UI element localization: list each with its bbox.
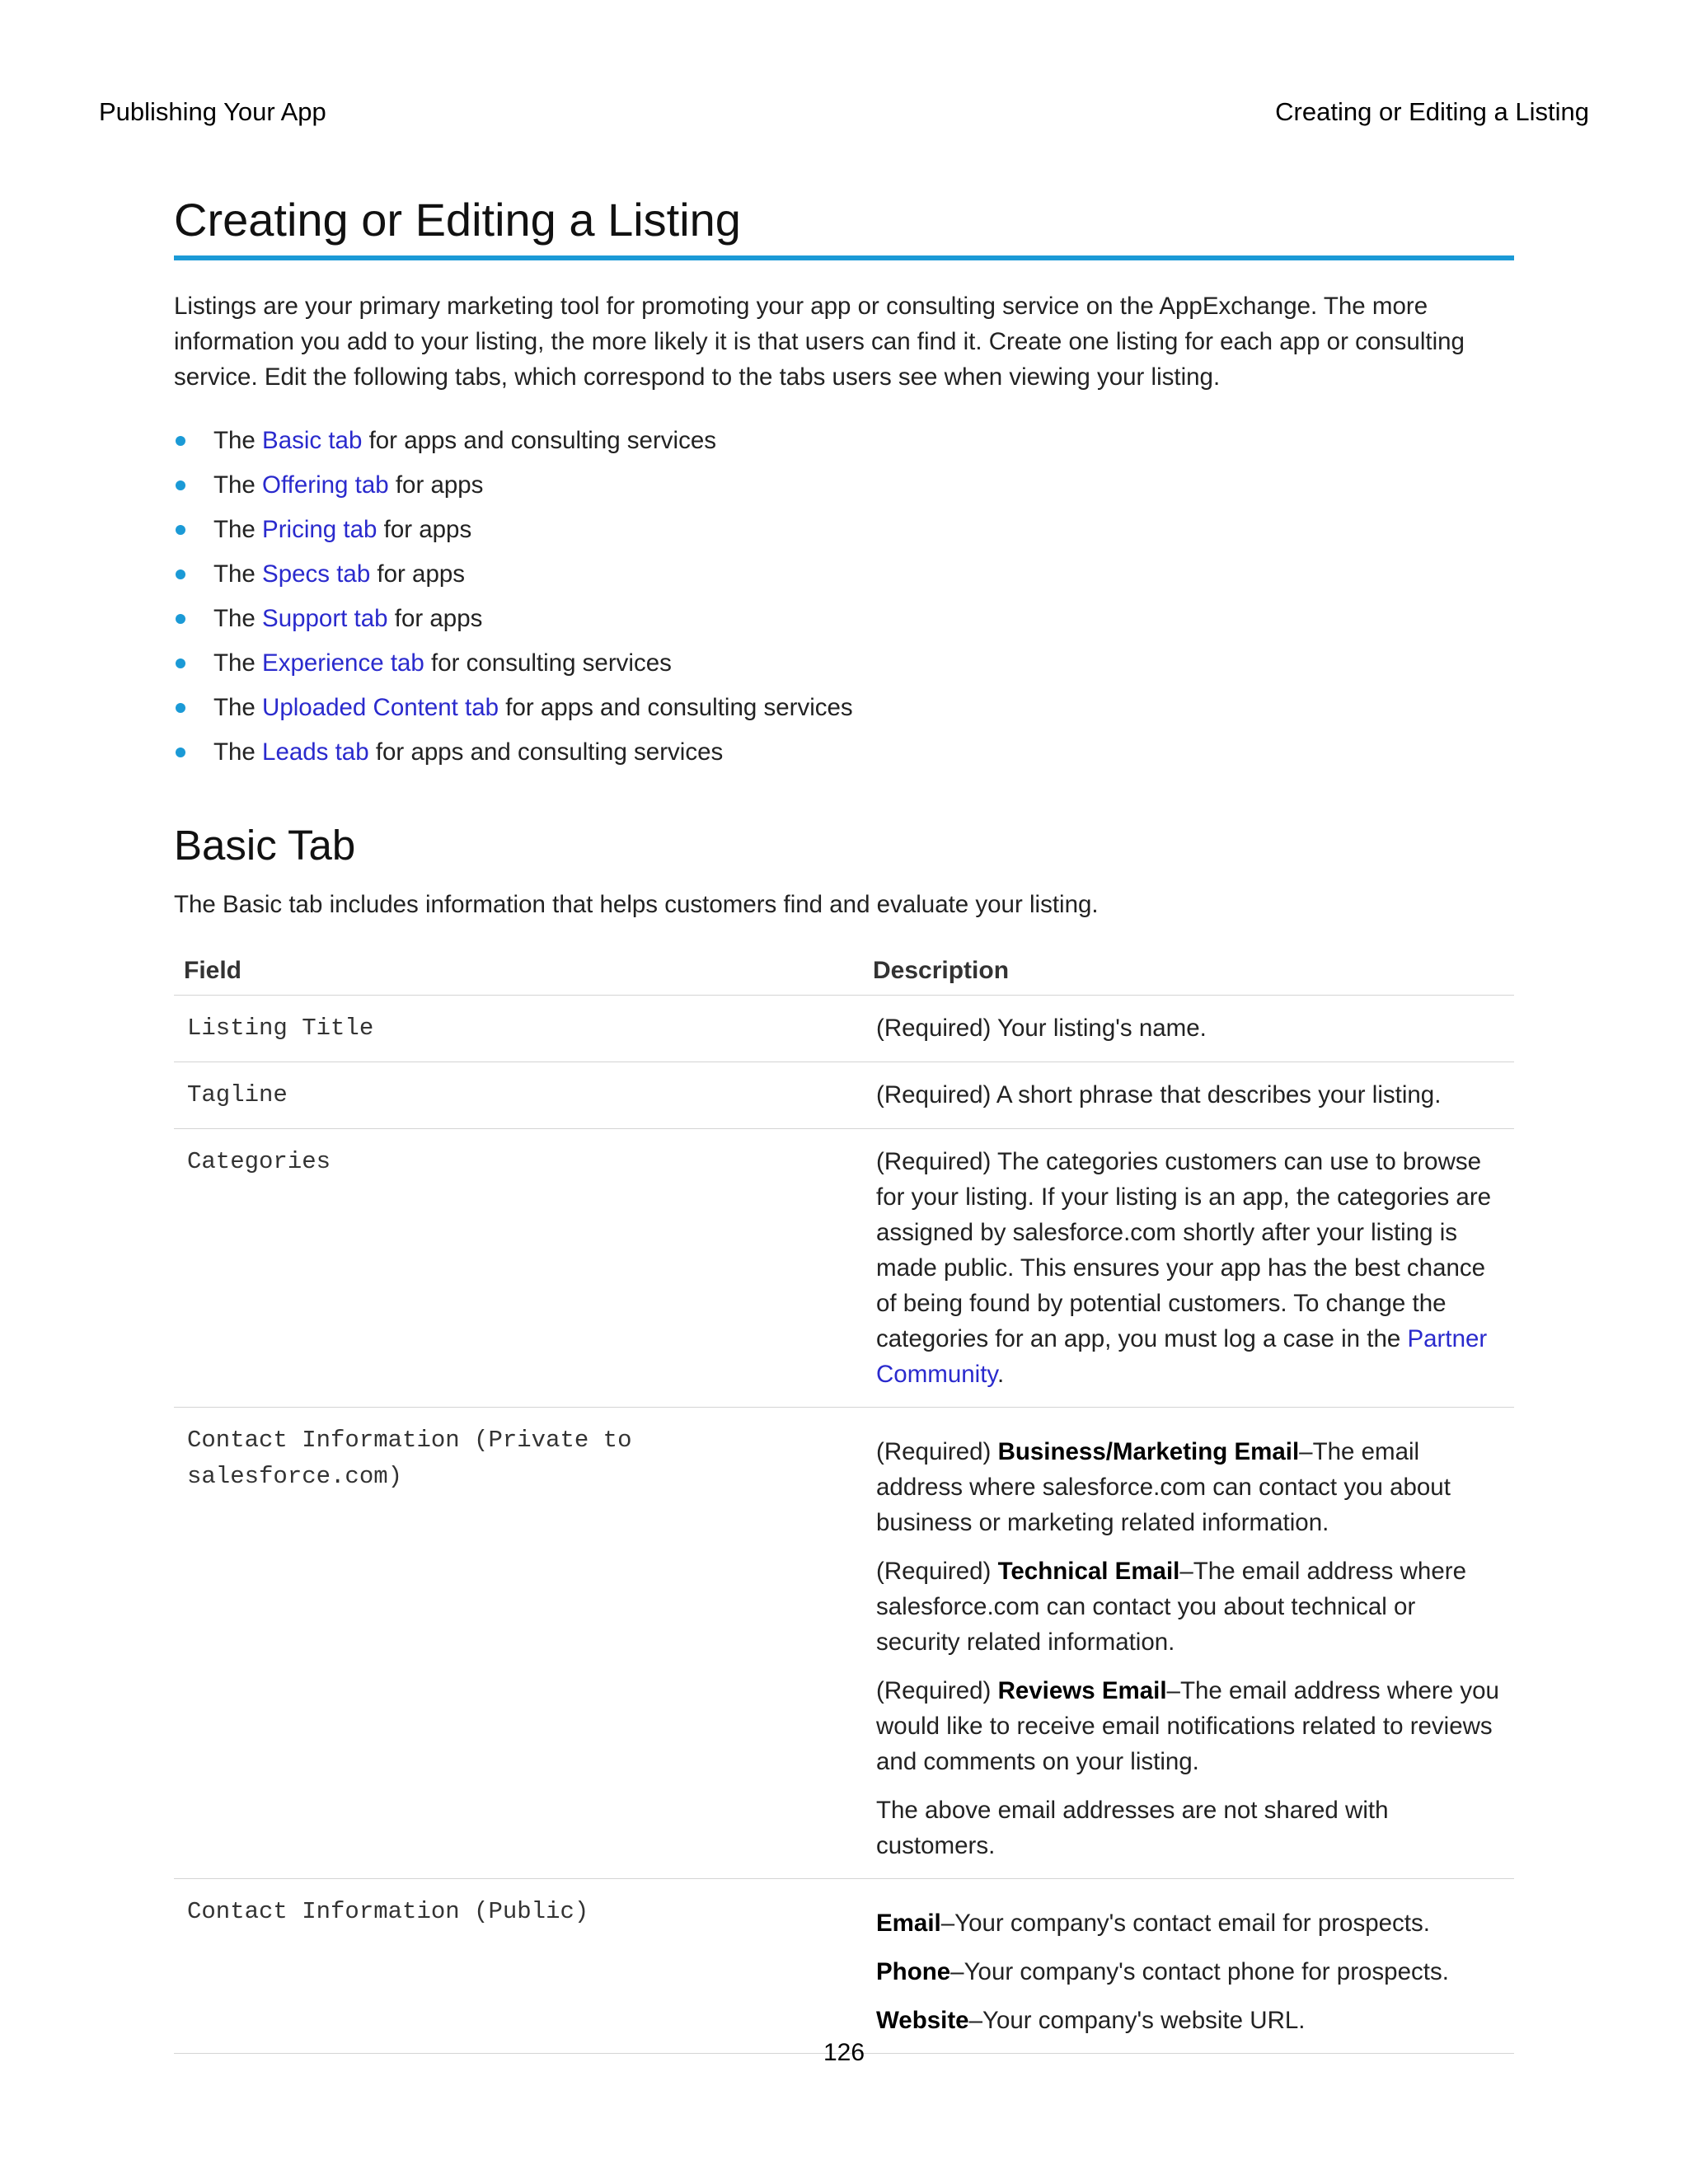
bullet-icon xyxy=(176,480,185,490)
list-item: The Leads tab for apps and consulting services xyxy=(174,730,1514,775)
description-item: Website–Your company's website URL. xyxy=(876,2007,1306,2035)
fields-table xyxy=(174,950,1514,2054)
description-item: Phone–Your company's contact phone for prospects. xyxy=(876,1958,1449,1986)
link-partner-community[interactable]: Partner Community xyxy=(876,1325,1488,1389)
field-name: Categories xyxy=(174,1129,863,1408)
field-description: (Required) The categories customers can use to browse for your listing. If your listing is an app, the categories are assigned by salesforce.com shortly after your listing is made public. This ensures your app has the best chance of being found by potential customers. To change the categories for an app, you must log a case in the Partner Community. xyxy=(863,1129,1514,1408)
description-note: The above email addresses are not shared with customers. xyxy=(876,1797,1389,1860)
page-number: 126 xyxy=(823,2039,865,2066)
list-item: The Specs tab for apps xyxy=(174,552,1514,597)
section-title-basic-tab: Basic Tab xyxy=(174,822,356,869)
table-row xyxy=(174,1062,1514,1129)
link-basic-tab[interactable]: Basic tab xyxy=(262,427,363,455)
header-section-title: Creating or Editing a Listing xyxy=(1275,97,1589,126)
list-item: The Uploaded Content tab for apps and consulting services xyxy=(174,686,1514,730)
table-row xyxy=(174,1408,1514,1879)
field-name: Contact Information (Private to salesforce.com) xyxy=(174,1408,863,1879)
field-description xyxy=(863,1879,1514,2054)
list-item: The Basic tab for apps and consulting services xyxy=(174,419,1514,463)
running-header xyxy=(99,97,1589,130)
link-uploaded-content-tab[interactable]: Uploaded Content tab xyxy=(262,694,499,722)
bullet-icon xyxy=(176,703,185,713)
bullet-icon xyxy=(176,436,185,446)
tab-list xyxy=(174,419,1514,775)
field-name: Tagline xyxy=(174,1062,863,1129)
intro-paragraph: Listings are your primary marketing tool for promoting your app or consulting service on the AppExchange. The more information you add to your listing, the more likely it is that users can find it. Create one listing for each app or consulting service. Edit the following tabs, which correspond to the tabs users see when viewing your listing. xyxy=(174,292,1465,391)
link-offering-tab[interactable]: Offering tab xyxy=(262,471,389,499)
list-item: The Support tab for apps xyxy=(174,597,1514,641)
description-item: (Required) Business/Marketing Email–The email address where salesforce.com can contact you about business or marketing related information. xyxy=(876,1438,1451,1537)
bullet-icon xyxy=(176,658,185,668)
header-chapter-title: Publishing Your App xyxy=(99,97,326,126)
list-item: The Pricing tab for apps xyxy=(174,508,1514,552)
table-header-row xyxy=(174,950,1514,996)
table-row xyxy=(174,1129,1514,1408)
column-header-description: Description xyxy=(863,950,1514,996)
field-name: Listing Title xyxy=(174,996,863,1062)
list-item: The Experience tab for consulting services xyxy=(174,641,1514,686)
description-item: Email–Your company's contact email for prospects. xyxy=(876,1910,1430,1938)
field-name: Contact Information (Public) xyxy=(174,1879,863,2054)
page-content xyxy=(174,194,1514,2054)
bullet-icon xyxy=(176,614,185,624)
field-description: (Required) Your listing's name. xyxy=(863,996,1514,1062)
column-header-field: Field xyxy=(174,950,863,996)
link-leads-tab[interactable]: Leads tab xyxy=(262,738,369,766)
field-description: (Required) A short phrase that describes your listing. xyxy=(863,1062,1514,1129)
description-item: (Required) Reviews Email–The email address where you would like to receive email notifications related to reviews and comments on your listing. xyxy=(876,1677,1499,1776)
page-title: Creating or Editing a Listing xyxy=(174,194,1514,260)
link-pricing-tab[interactable]: Pricing tab xyxy=(262,516,377,544)
bullet-icon xyxy=(176,569,185,579)
link-support-tab[interactable]: Support tab xyxy=(262,605,388,633)
bullet-icon xyxy=(176,748,185,757)
table-row xyxy=(174,1879,1514,2054)
bullet-icon xyxy=(176,525,185,535)
table-row xyxy=(174,996,1514,1062)
list-item: The Offering tab for apps xyxy=(174,463,1514,508)
link-specs-tab[interactable]: Specs tab xyxy=(262,560,371,588)
link-experience-tab[interactable]: Experience tab xyxy=(262,649,424,677)
field-description xyxy=(863,1408,1514,1879)
section-description: The Basic tab includes information that helps customers find and evaluate your listing. xyxy=(174,891,1099,919)
description-item: (Required) Technical Email–The email address where salesforce.com can contact you about technical or security related information. xyxy=(876,1558,1466,1657)
